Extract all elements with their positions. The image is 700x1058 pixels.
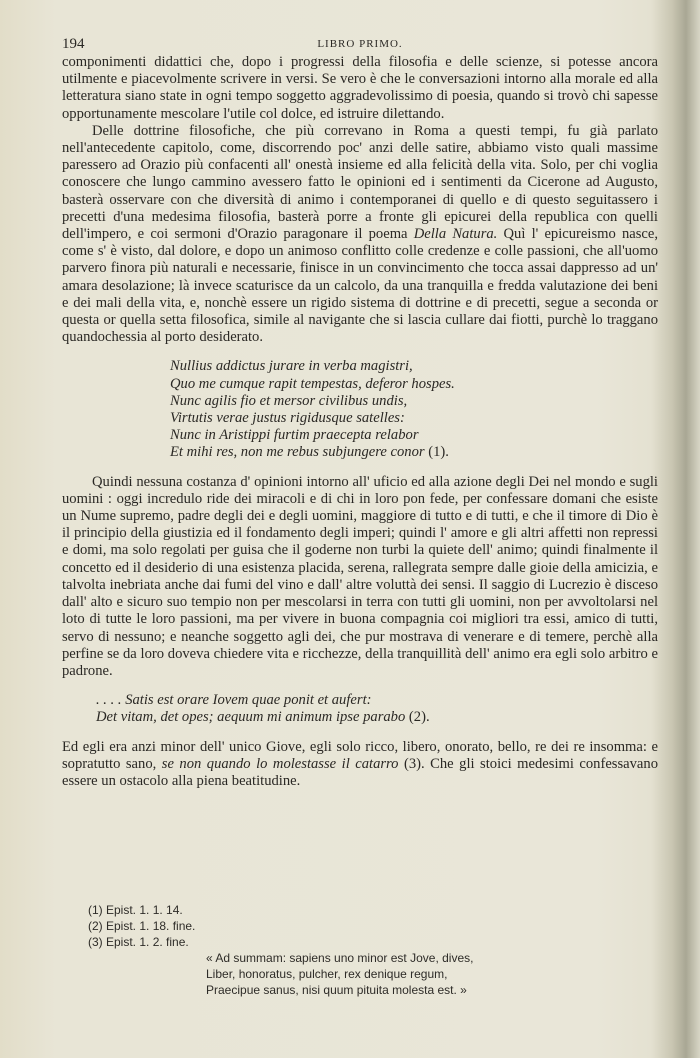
page-body <box>62 54 658 790</box>
footnote-3: (3) Epist. 1. 2. fine. <box>88 935 189 949</box>
verse-line: . . . . Satis est orare Iovem quae ponit et aufert: <box>96 692 372 709</box>
verse-quotation-1 <box>62 358 658 461</box>
paragraph-2-text-a: Delle dottrine filosofiche, che più correvano in Roma a questi tempi, fu già parlato nell'antecedente capitolo, come, discorrendo poc' anzi delle satire, abbiamo visto quali massime paressero ad Orazio più confacenti all' onestà insieme ed alla felicità della vita. Solo, per chi voglia conoscere che lungo cammino avessero fatto le opinioni ed i sentimenti da Cicerone ad Augusto, basterà osservare con che diversità di animo i contemporanei di quello e di questo seguitassero i precetti d'una medesima filosofia, basterà porre a fronte gli epicurei della republica con quelli dell'impero, e coi sermoni d'Orazio paragonare il poema <box>62 122 658 243</box>
verse-line: Nunc in Aristippi furtim praecepta relabor <box>170 427 419 444</box>
footnotes <box>88 902 608 998</box>
paragraph-3: Quindi nessuna costanza d' opinioni intorno all' uficio ed alla azione degli Dei nel mondo e sugli uomini : oggi incredulo ride dei miracoli e di chi in loro pon fede, per confessare domani che esiste un Nume supremo, padre degli dei e degli uomini, maggiore di tutto e di tutti, e che il timore di Dio è il principio della giustizia ed il fondamento degli imperi; quindi l' amore e gli altri affetti non repressi e domi, ma solo regolati per guisa che il goderne non turbi la quiete dell' animo; quindi finalmente il concetto ed il desiderio di una esistenza placida, serena, rallegrata sempre dalle gioie della amicizia, e talvolta inebriata anche dai fumi del vino e dall' altre voluttà dei sensi. Il saggio di Lucrezio è disceso dall' alto e sicuro suo tempio non per mescolarsi in terra con tutti gli uomini, non per avvoltolarsi nel loto di tutte le loro passioni, ma per vivere in buona compagnia coi migliori tra essi, amico di tutti, servo di nessuno; e neanche soggetto agli dei, che pur mostrava di venerare e di temere, perchè alla perfine se da loro doveva chiedere vita e ricchezze, della tranquillità dell' animo era egli solo arbitro e padrone. <box>62 473 658 679</box>
paragraph-2 <box>62 123 658 347</box>
footnote-ref-2: (2). <box>408 709 430 726</box>
verse-line-last <box>96 709 658 726</box>
footnote-quote-line: « Ad summam: sapiens uno minor est Jove, dives, <box>206 951 474 965</box>
verse-line: Quo me cumque rapit tempestas, deferor hospes. <box>170 375 455 392</box>
paragraph-4-text-a: Ed egli era anzi minor dell' unico Giove, egli solo ricco, libero, onorato, bello, re dei re insomma: e sopratutto sano, <box>62 738 658 772</box>
footnote-2: (2) Epist. 1. 18. fine. <box>88 919 196 933</box>
poem-title: Della Natura. <box>413 226 498 243</box>
verse-line-text: Et mihi res, non me rebus subjungere conor <box>170 444 425 461</box>
verse-line: Nullius addictus jurare in verba magistri, <box>170 358 413 375</box>
verse-line: Nunc agilis fio et mersor civilibus undis, <box>170 392 408 409</box>
page-number: 194 <box>62 36 85 52</box>
verse-line-text: Det vitam, det opes; aequum mi animum ipse parabo <box>96 709 406 726</box>
footnote-quote-line: Praecipue sanus, nisi quum pituita molesta est. » <box>206 983 467 997</box>
paragraph-2-text-b: Quì l' epicureismo nasce, come s' è visto, dal dolore, e dopo un animoso conflitto colle credenze e colle passioni, che all'uomo parvero finora più naturali e necessarie, finisce in un convincimento che tocca assai dappresso ad un' amara desolazione; là invece scaturisce da un calcolo, da una tranquilla e fredda valutazione dei beni e dei mali della vita, e, nonchè essere un rigido sistema di dottrine e di precetti, segue a seconda or questa or quella setta filosofica, simile al navigante che si lascia cullare dai fiotti, purchè lo traggano quandochessia al porto desiderato. <box>62 226 659 346</box>
running-title: LIBRO PRIMO. <box>317 38 403 50</box>
verse-line-last <box>170 444 658 461</box>
paragraph-4-italic: se non quando lo molestasse il catarro <box>161 755 399 772</box>
paragraph-1: componimenti didattici che, dopo i progressi della filosofia e delle scienze, si potesse ancora utilmente e piacevolmente scrivere in versi. Se vero è che le conversazioni intorno alla morale ed alla letteratura siano state in ogni tempo soggetto aggradevolissimo di poesia, quando si trovò chi sapesse opportunamente mescolare l'utile col dolce, ed istruire dilettando. <box>62 54 658 122</box>
paragraph-4-text-b: Che gli stoici medesimi confessavano essere un ostacolo alla piena beatitudine. <box>62 755 659 789</box>
paragraph-4 <box>62 739 658 791</box>
footnote-ref-3: (3). <box>403 755 425 772</box>
verse-line: Virtutis verae justus rigidusque satelles: <box>170 410 405 427</box>
verse-quotation-2 <box>62 692 658 726</box>
footnote-ref-1: (1). <box>428 444 449 461</box>
page-header <box>62 36 658 56</box>
footnote-1: (1) Epist. 1. 1. 14. <box>88 903 183 917</box>
footnote-quote-line: Liber, honoratus, pulcher, rex denique regum, <box>206 967 448 981</box>
